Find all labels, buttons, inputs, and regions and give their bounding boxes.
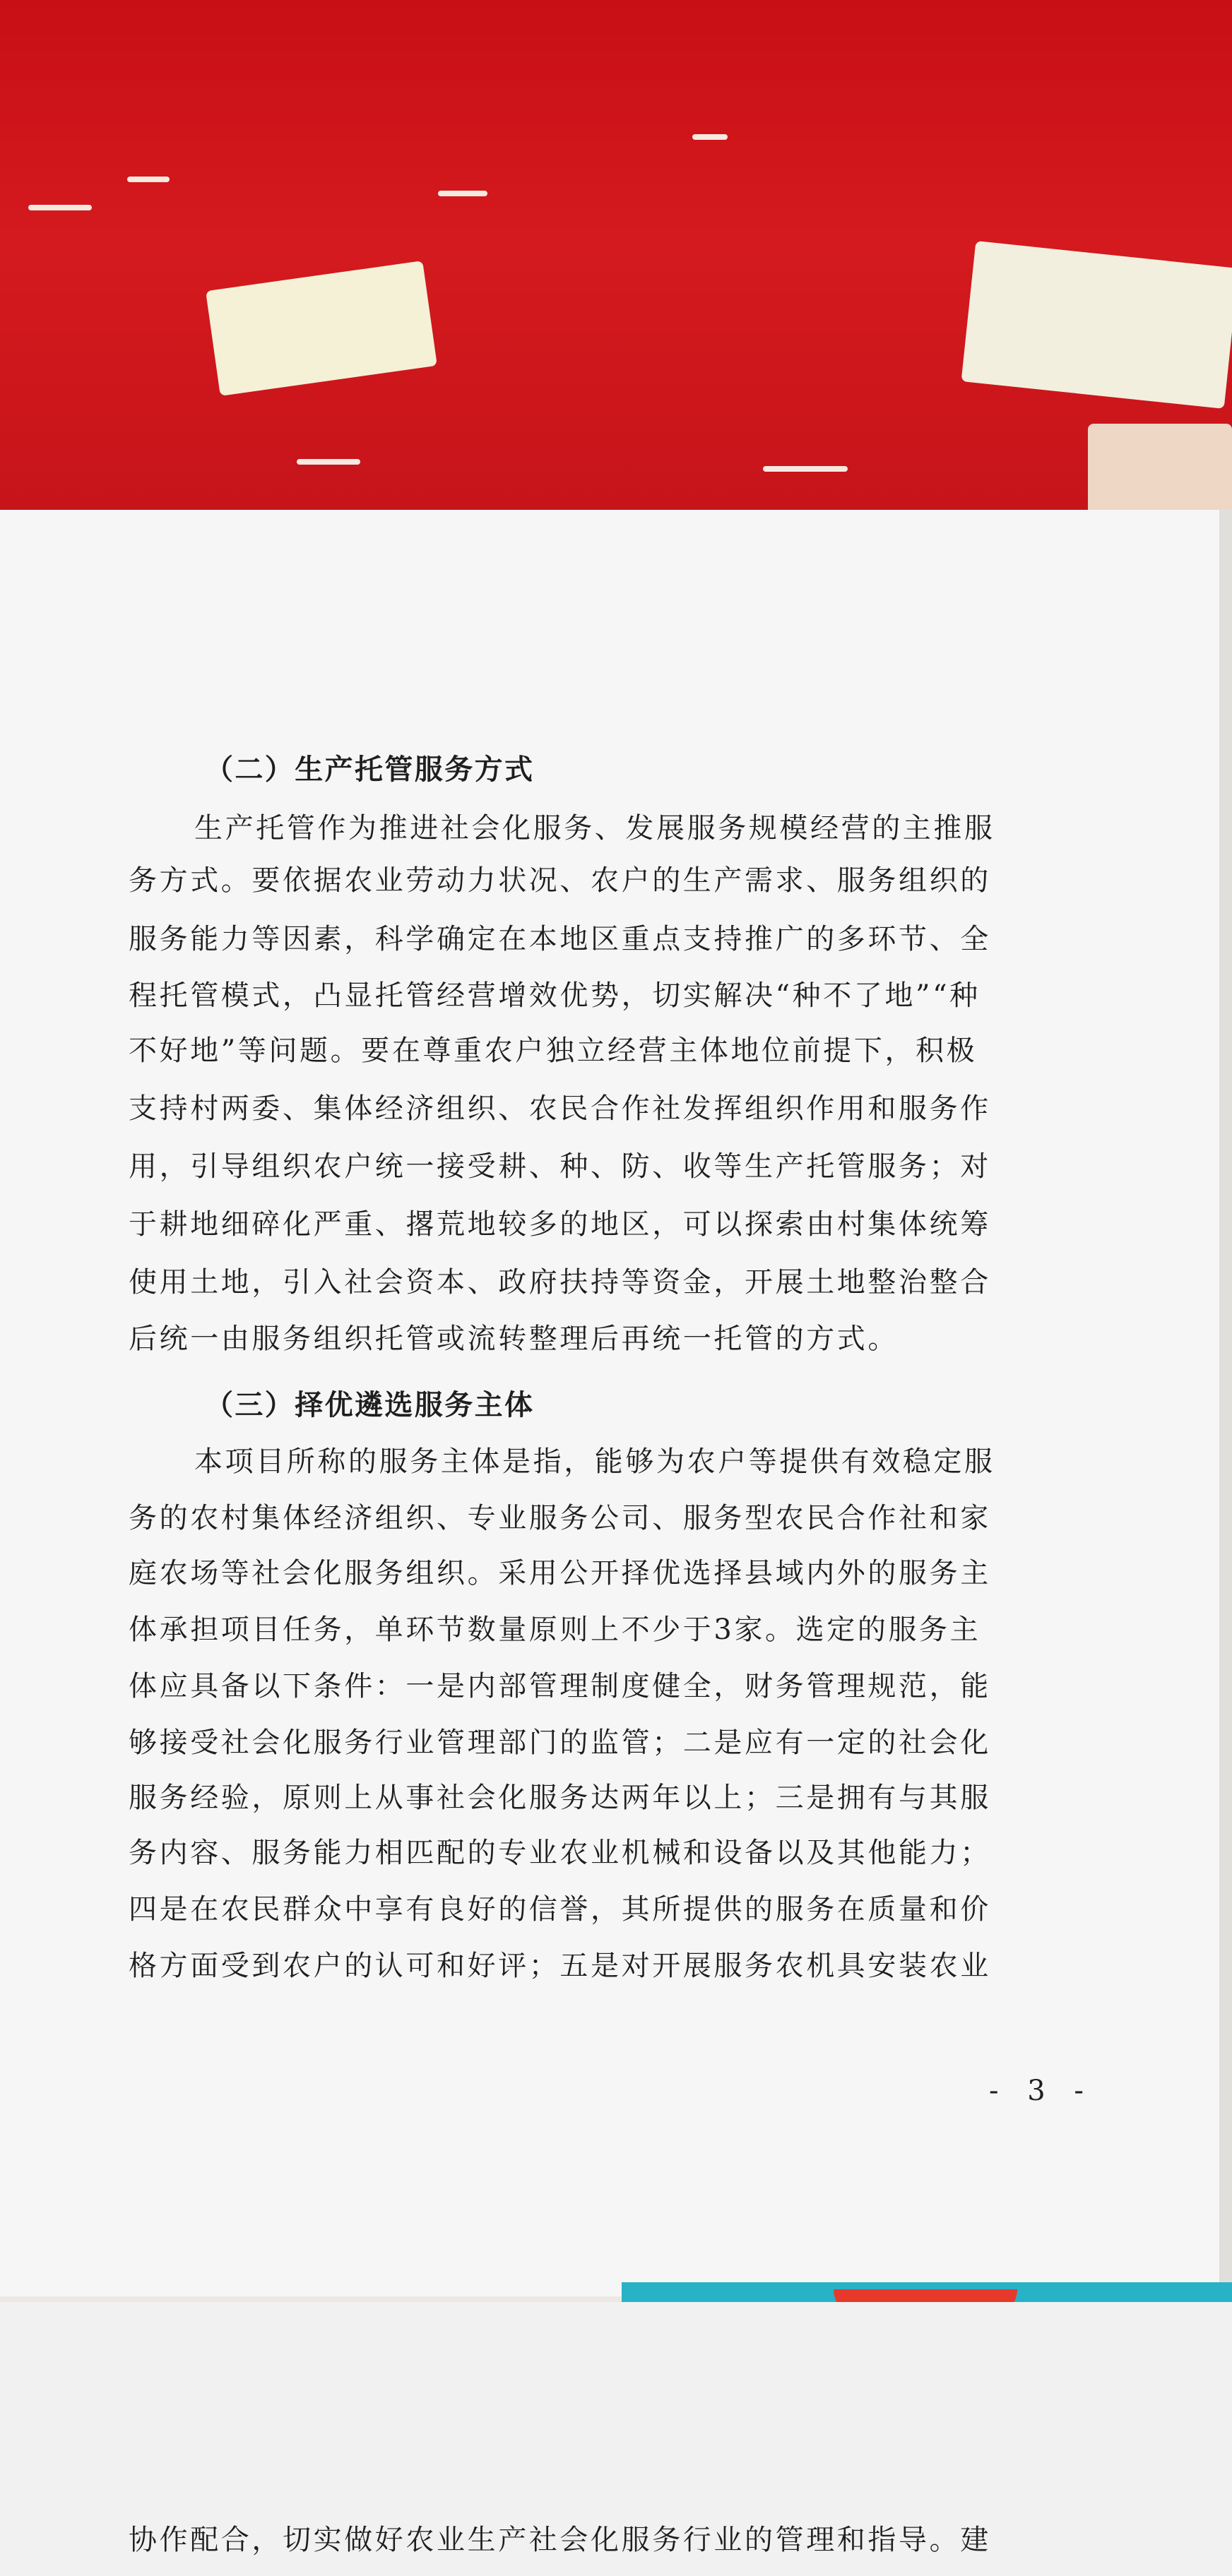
wall-scratch bbox=[763, 466, 848, 472]
paragraph-line: 后统一由服务组织托管或流转整理后再统一托管的方式。 bbox=[129, 1323, 899, 1355]
paragraph-line: 务方式。要依据农业劳动力状况、农户的生产需求、服务组织的 bbox=[129, 864, 991, 897]
peeled-paper-patch bbox=[961, 241, 1232, 409]
page-number: - 3 - bbox=[989, 2075, 1094, 2107]
paragraph-line: 不好地”等问题。要在尊重农户独立经营主体地位前提下，积极 bbox=[129, 1034, 978, 1067]
paragraph-line: 支持村两委、集体经济组织、农民合作社发挥组织作用和服务作 bbox=[129, 1092, 991, 1125]
paragraph-line: 服务经验，原则上从事社会化服务达两年以上；三是拥有与其服 bbox=[129, 1782, 991, 1814]
paragraph-line: 服务能力等因素，科学确定在本地区重点支持推广的多环节、全 bbox=[129, 923, 991, 955]
wall-scratch bbox=[127, 177, 170, 182]
page-edge-shadow bbox=[1219, 510, 1232, 2296]
document-page bbox=[0, 510, 1219, 2296]
paragraph-line: 体承担项目任务，单环节数量原则上不少于3家。选定的服务主 bbox=[129, 1614, 981, 1646]
paragraph-line: 使用土地，引入社会资本、政府扶持等资金，开展土地整治整合 bbox=[129, 1266, 991, 1299]
paragraph-line: 本项目所称的服务主体是指，能够为农户等提供有效稳定服 bbox=[194, 1445, 995, 1478]
section-heading: （三）择优遴选服务主体 bbox=[205, 1389, 535, 1421]
paragraph-line: 四是在农民群众中享有良好的信誉，其所提供的服务在质量和价 bbox=[129, 1893, 991, 1926]
paragraph-line: 务的农村集体经济组织、专业服务公司、服务型农民合作社和家 bbox=[129, 1502, 991, 1534]
next-page-line: 协作配合，切实做好农业生产社会化服务行业的管理和指导。建 bbox=[129, 2524, 991, 2556]
paragraph-line: 务内容、服务能力相匹配的专业农业机械和设备以及其他能力； bbox=[129, 1837, 991, 1869]
wall-scratch bbox=[438, 191, 487, 196]
paragraph-line: 生产托管作为推进社会化服务、发展服务规模经营的主推服 bbox=[194, 812, 995, 845]
wall-scratch bbox=[692, 134, 728, 140]
peeled-paper-patch bbox=[206, 261, 437, 396]
paragraph-line: 体应具备以下条件：一是内部管理制度健全，财务管理规范，能 bbox=[129, 1670, 991, 1703]
paragraph-line: 程托管模式，凸显托管经营增效优势，切实解决“种不了地”“种 bbox=[129, 979, 981, 1012]
paragraph-line: 用，引导组织农户统一接受耕、种、防、收等生产托管服务；对 bbox=[129, 1150, 991, 1183]
paragraph-line: 于耕地细碎化严重、撂荒地较多的地区，可以探索由村集体统筹 bbox=[129, 1208, 991, 1241]
section-heading: （二）生产托管服务方式 bbox=[205, 753, 535, 786]
red-wall-background bbox=[0, 0, 1232, 537]
wall-scratch bbox=[28, 205, 92, 210]
wall-scratch bbox=[297, 459, 360, 465]
paragraph-line: 够接受社会化服务行业管理部门的监管；二是应有一定的社会化 bbox=[129, 1727, 991, 1759]
paragraph-line: 格方面受到农户的认可和好评；五是对开展服务农机具安装农业 bbox=[129, 1950, 991, 1982]
paragraph-line: 庭农场等社会化服务组织。采用公开择优选择县域内外的服务主 bbox=[129, 1557, 991, 1590]
